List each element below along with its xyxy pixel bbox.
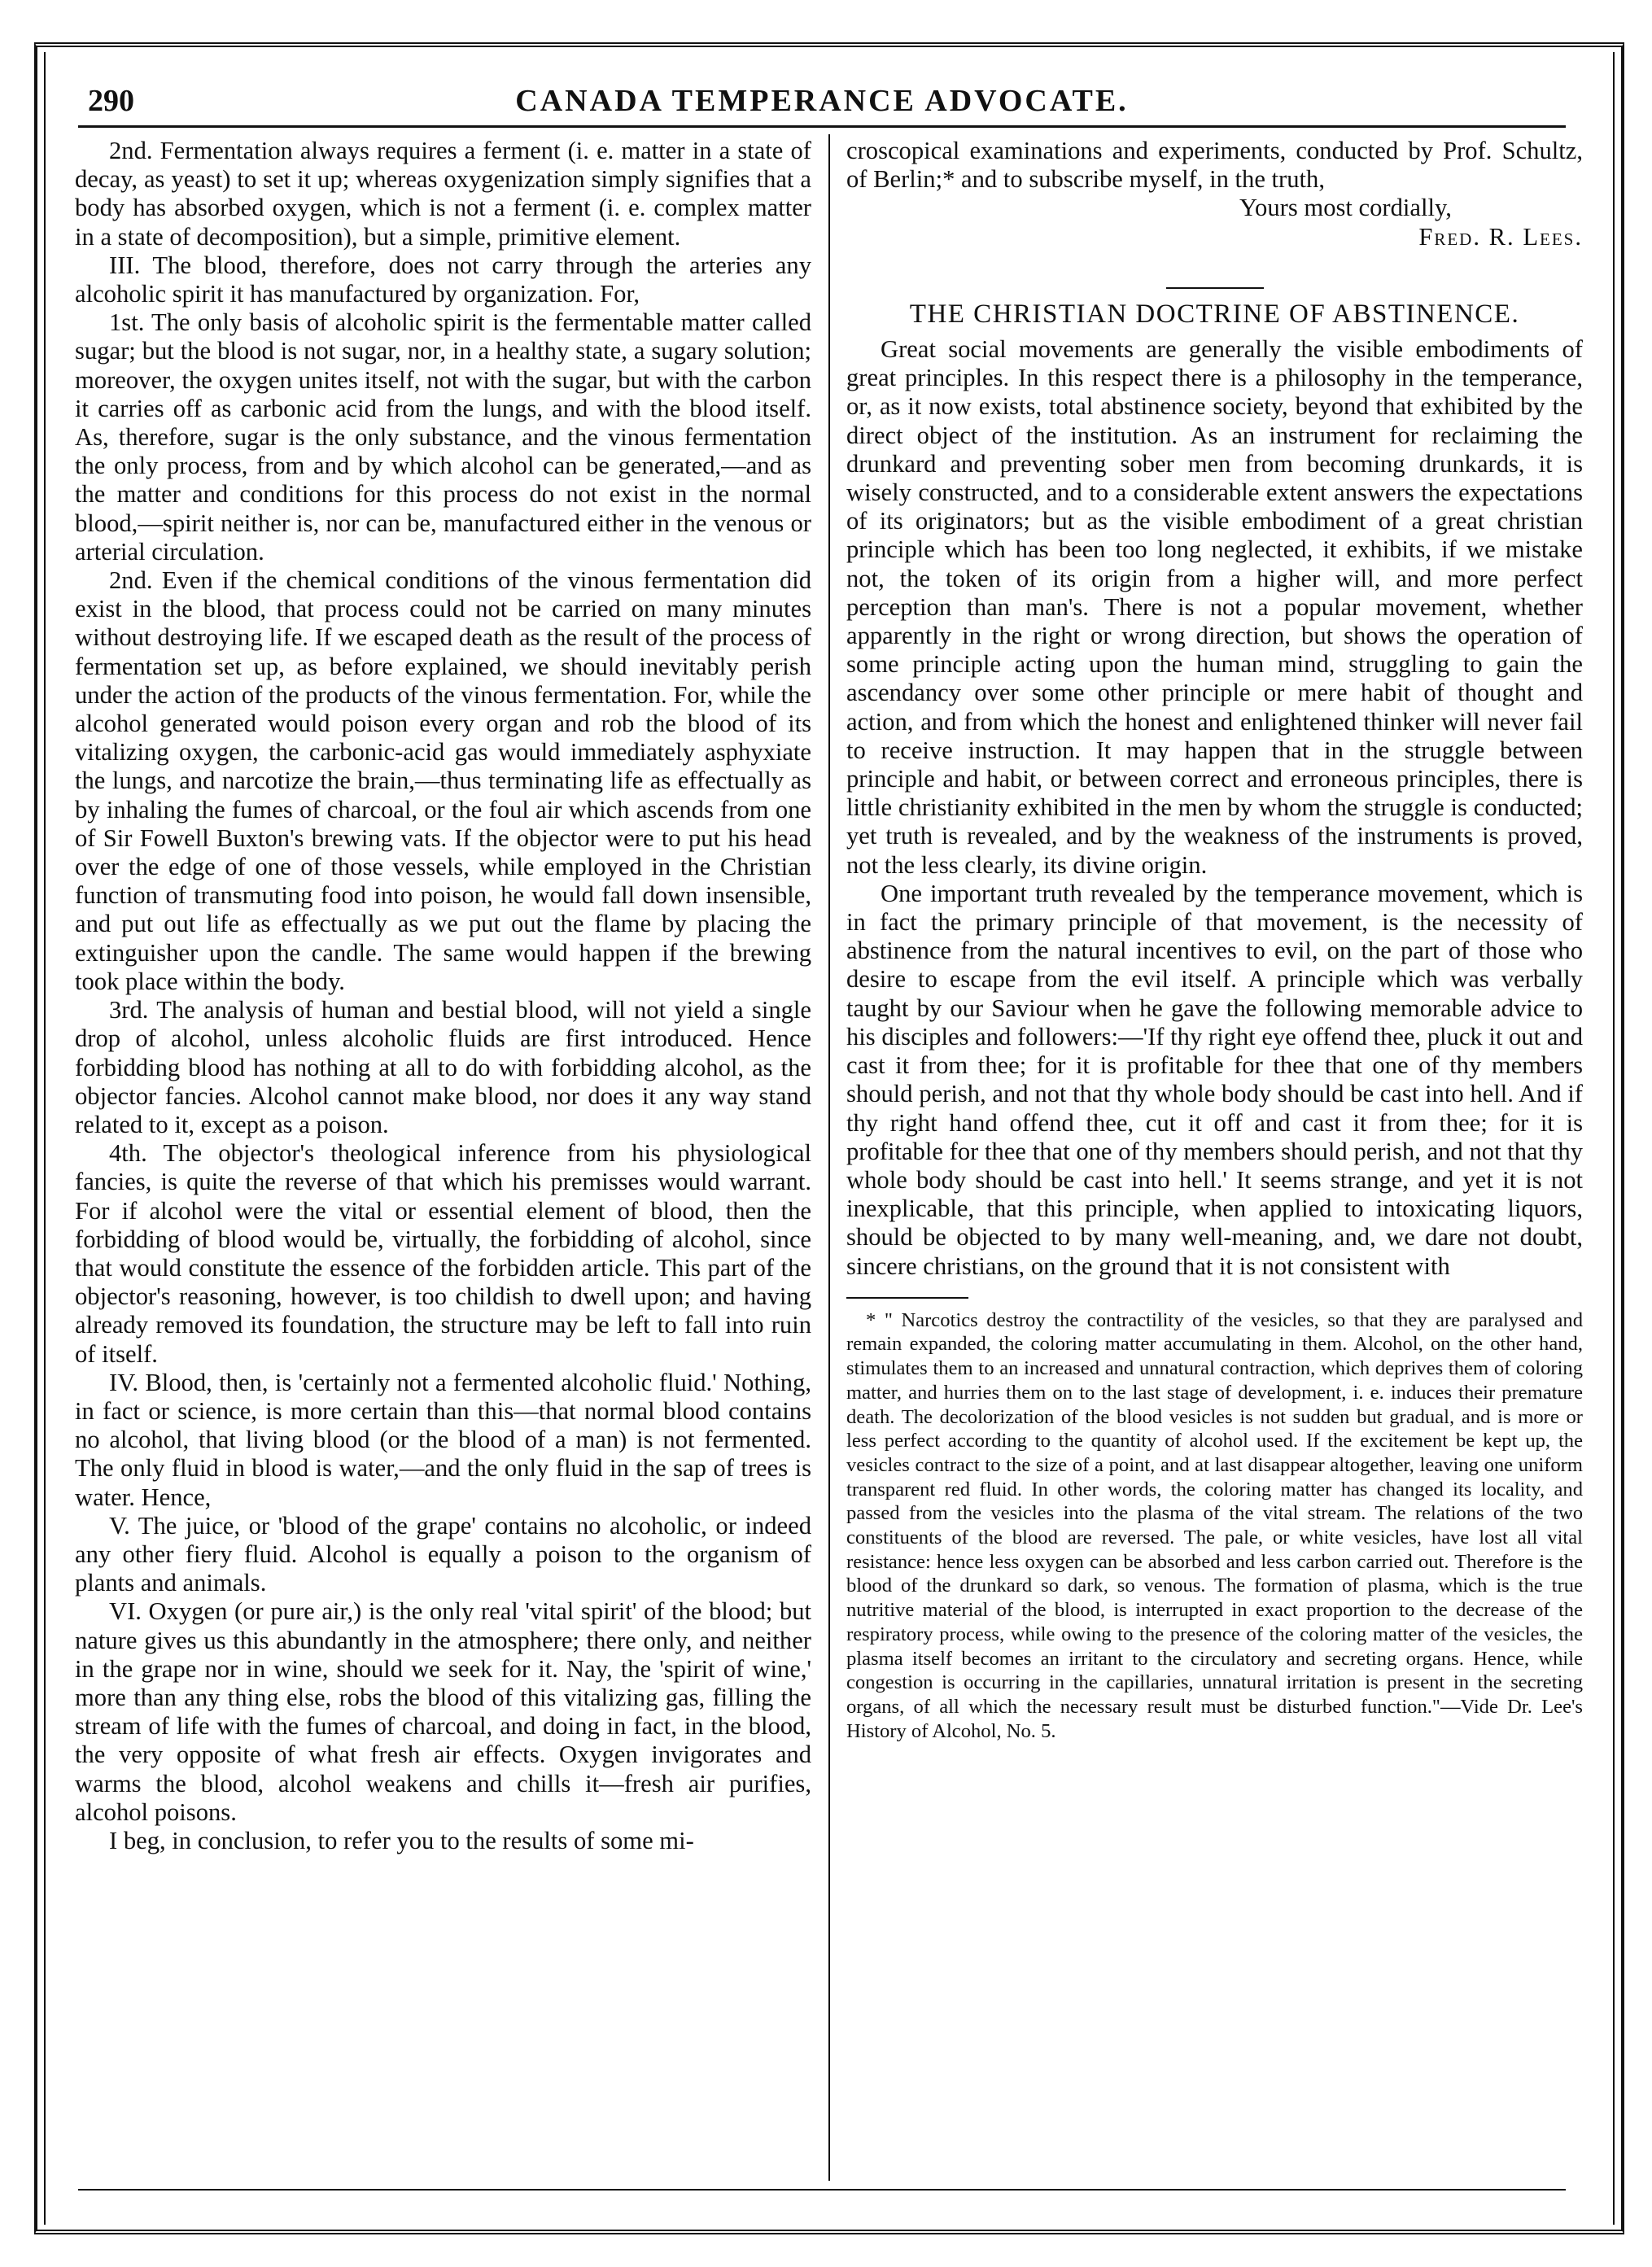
paragraph: I beg, in conclusion, to refer you to the results of some mi- [109, 1826, 694, 1854]
paragraph: V. The juice, or 'blood of the grape' contains no alcoholic, or indeed any other fiery fluid. Alcohol is equally a poison to the organism of plants and animals. [75, 1511, 811, 1597]
right-column [846, 137, 1583, 1743]
article-title: THE CHRISTIAN DOCTRINE OF ABSTINENCE. [909, 299, 1520, 329]
paragraph: III. The blood, therefore, does not carry through the arteries any alcoholic spirit it has manufactured by organization. For, [75, 251, 811, 308]
paragraph: 4th. The objector's theological inference from his physiological fancies, is quite the reverse of that which his premisses would warrant. For if alcohol were the vital or essential element of blood, then the forbidding of blood would be, virtually, the forbidding of alcohol, since that would constitute the essence of the forbidden article. This part of the objector's reasoning, however, is too childish to dwell upon; and having already removed its foundation, the structure may be left to fall into ruin of itself. [75, 1139, 811, 1368]
letter-signature: Fred. R. Lees. [1418, 222, 1583, 251]
paragraph: 3rd. The analysis of human and bestial blood, will not yield a single drop of alcohol, unless alcoholic fluids are first introduced. Hence forbidding blood has nothing at all to do with forbidding alcohol, as the objector fancies. Alcohol cannot make blood, nor does it any way stand related to it, except as a poison. [75, 996, 811, 1138]
left-column [75, 137, 811, 1855]
paragraph: 2nd. Even if the chemical conditions of the vinous fermentation did exist in the blood, that process could not be carried on many minutes without destroying life. If we escaped death as the result of the process of fermentation set up, as before explained, we should inevitably perish under the action of the products of the vinous fermentation. For, while the alcohol generated would poison every organ and rob the blood of its vitalizing oxygen, the carbonic-acid gas would immediately asphyxiate the lungs, and narcotize the brain,—thus terminating life as effectually as by inhaling the fumes of charcoal, or the foul air which ascends from one of Sir Fowell Buxton's brewing vats. If the objector were to put his head over the edge of one of those vessels, while employed in the Christian function of transmuting food into poison, he would fall down insensible, and put out life as effectually as we put out the flame by placing the extinguisher upon the candle. The same would happen if the brewing took place within the body. [75, 566, 811, 995]
paragraph: 2nd. Fermentation always requires a ferment (i. e. matter in a state of decay, as yeast) to set it up; whereas oxygenization simply signifies that a body has absorbed oxygen, which is not a ferment (i. e. complex matter in a state of decomposition), but a simple, primitive element. [75, 137, 811, 251]
paragraph: One important truth revealed by the temperance movement, which is in fact the primary principle of that movement, is the necessity of abstinence from the natural incentives to evil, on the part of those who desire to escape from the evil itself. A principle which was verbally taught by our Saviour when he gave the following memorable advice to his disciples and followers:—'If thy right eye offend thee, pluck it out and cast it from thee; for it is profitable for thee that one of thy members should perish, and not that thy whole body should be cast into hell. And if thy right hand offend thee, cut it off and cast it from thee; for it is profitable for thee that one of thy members should perish, and not that thy whole body should be cast into hell.' It seems strange, and yet it is not inexplicable, that this principle, when applied to intoxicating liquors, should be objected to by many well-meaning, and, we dare not doubt, sincere christians, on the ground that it is not consistent with [846, 879, 1583, 1280]
paragraph: Great social movements are generally the visible embodiments of great principles. In this respect there is a philosophy in the temperance, or, as it now exists, total abstinence society, beyond that exhibited by the direct object of the institution. As an instrument for reclaiming the drunkard and preventing sober men from becoming drunkards, it is wisely constructed, and to a considerable extent answers the expectations of its originators; but as the visible embodiment of a great christian principle which has been too long neglected, it exhibits, if we mistake not, the token of its origin from a higher will, and more perfect perception than man's. There is not a popular movement, whether apparently in the right or wrong direction, but shows the operation of some principle acting upon the human mind, struggling to gain the ascendancy over some other principle or mere habit of thought and action, and from which the honest and enlightened thinker will never fail to receive instruction. It may happen that in the struggle between principle and habit, or between correct and erroneous principles, there is little christianity exhibited in the men by whom the struggle is conducted; yet truth is revealed, and by the weakness of the instruments is proved, not the less clearly, its divine origin. [846, 335, 1583, 879]
page-header [88, 78, 1556, 127]
header-rule [78, 125, 1566, 128]
footnote [846, 1308, 1583, 1744]
running-title: CANADA TEMPERANCE ADVOCATE. [515, 84, 1129, 118]
paragraph: IV. Blood, then, is 'certainly not a fermented alcoholic fluid.' Nothing, in fact or science, is more certain than this—that normal blood contains no alcohol, that living blood (or the blood of a man) is not fermented. The only fluid in blood is water,—and the only fluid in the sap of trees is water. Hence, [75, 1368, 811, 1511]
footer-rule [78, 2189, 1566, 2191]
paragraph: VI. Oxygen (or pure air,) is the only real 'vital spirit' of the blood; but nature gives us this abundantly in the atmosphere; there only, and neither in the grape nor in wine, should we seek for it. Nay, the 'spirit of wine,' more than any thing else, robs the blood of this vitalizing gas, filling the stream of life with the fumes of charcoal, and doing in fact, in the blood, the very opposite of what fresh air effects. Oxygen invigorates and warms the blood, alcohol weakens and chills it—fresh air purifies, alcohol poisons. [75, 1597, 811, 1826]
paragraph: 1st. The only basis of alcoholic spirit is the fermentable matter called sugar; but the blood is not sugar, nor, in a healthy state, a sugary solution; moreover, the oxygen unites itself, not with the sugar, but with the carbon it carries off as carbonic acid from the lungs, and with the blood itself. As, therefore, sugar is the only substance, and the vinous fermentation the only process, from and by which alcohol can be generated,—and as the matter and conditions for this process do not exist in the normal blood,—spirit neither is, nor can be, manufactured either in the venous or arterial circulation. [75, 308, 811, 566]
footnote-text: * " Narcotics destroy the contractility of the vesicles, so that they are paralysed and remain expanded, the coloring matter accumulating in them. Alcohol, on the other hand, stimulates them to an increased and unnatural contraction, which deprives them of coloring matter, and hurries them on to the last stage of development, i. e. induces their premature death. The decolorization of the blood vesicles is not sudden but gradual, and is more or less perfect according to the quantity of alcohol used. If the excitement be kept up, the vesicles contract to the size of a point, and at last disappear altogether, leaving one uniform transparent red fluid. In other words, the coloring matter has changed its locality, and passed from the vesicles into the plasma of the vital stream. The relations of the two constituents of the blood are reversed. The pale, or white vesicles, have lost all vital resistance: hence less oxygen can be absorbed and less carbon carried out. Therefore is the blood of the drunkard so dark, so venous. The formation of plasma, which is the true nutritive material of the blood, is interrupted in exact proportion to the decrease of the respiratory process, while owing to the presence of the coloring matter of the vesicles, the plasma itself becomes an irritant to the circulatory and secreting organs. Hence, while congestion is occurring in the capillaries, unnatural irritation is present in the secreting organs, of all which the necessary result must be disturbed function."—Vide Dr. Lee's History of Alcohol, No. 5. [846, 1308, 1583, 1742]
letter-closing: Yours most cordially, [1239, 194, 1452, 222]
footnote-rule [846, 1297, 968, 1299]
letter-continuation: croscopical examinations and experiments, conducted by Prof. Schultz, of Berlin;* and to subscribe myself, in the truth, [846, 137, 1583, 194]
column-divider [828, 134, 830, 2181]
page-number: 290 [88, 84, 134, 118]
section-rule [1166, 287, 1264, 289]
